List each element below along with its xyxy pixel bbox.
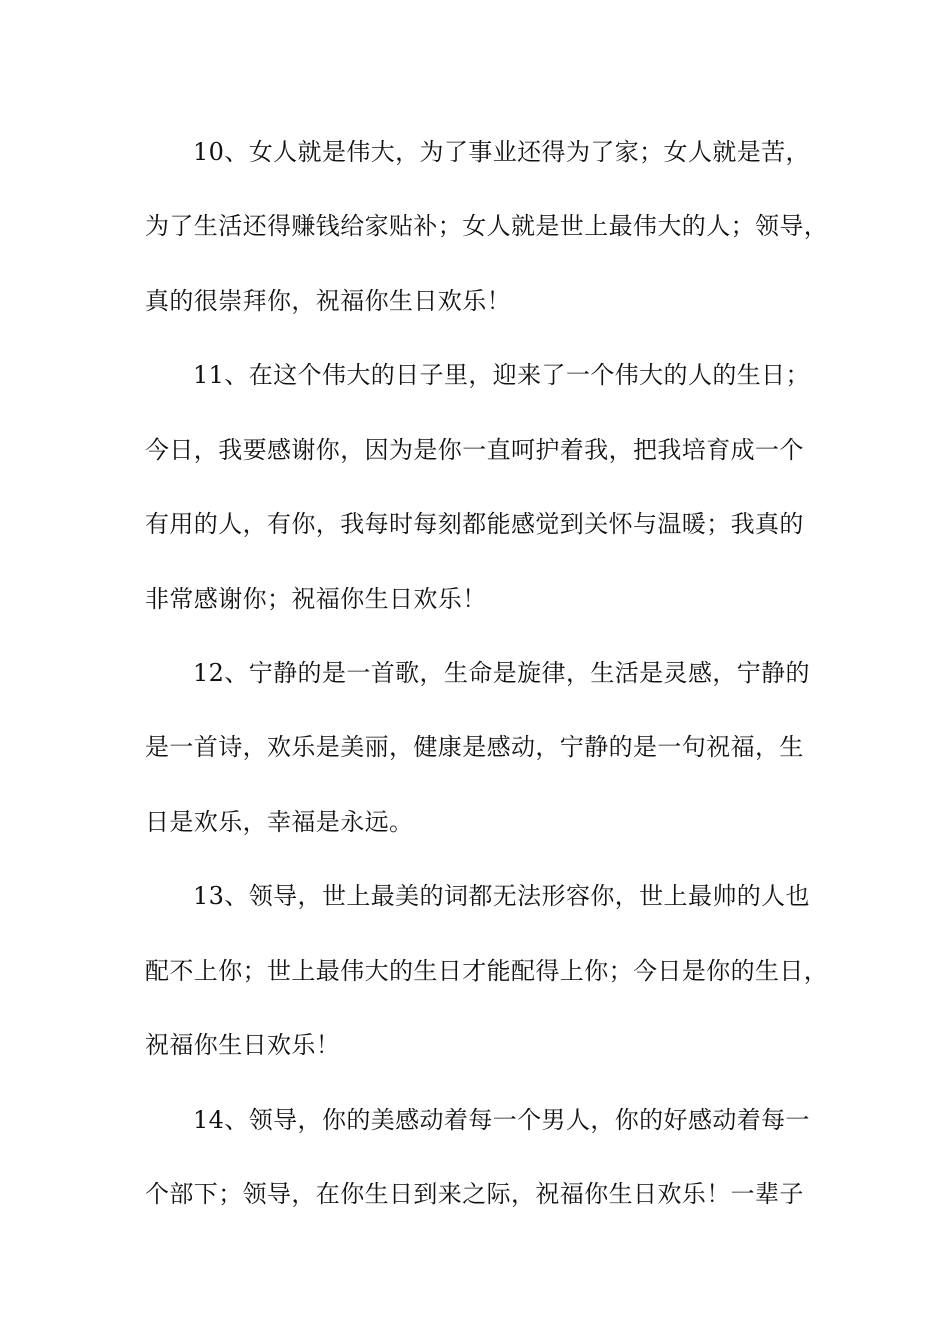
- paragraph-11-line-1: 11、在这个伟大的日子里，迎来了一个伟大的人的生日；: [193, 361, 810, 389]
- paragraph-14-line-1: 14、领导，你的美感动着每一个男人，你的好感动着每一: [193, 1106, 810, 1134]
- paragraph-13-line-1: 13、领导，世上最美的词都无法形容你，世上最帅的人也: [193, 882, 810, 910]
- paragraph-10-line-1: 10、女人就是伟大，为了事业还得为了家；女人就是苦，: [193, 138, 810, 166]
- paragraph-12-line-3: 日是欢乐，幸福是永远。: [145, 808, 414, 836]
- paragraph-13-line-3: 祝福你生日欢乐！: [145, 1031, 341, 1059]
- paragraph-11-line-4: 非常感谢你；祝福你生日欢乐！: [145, 585, 487, 613]
- paragraph-10-line-3: 真的很崇拜你，祝福你生日欢乐！: [145, 287, 511, 315]
- paragraph-13-line-2: 配不上你；世上最伟大的生日才能配得上你；今日是你的生日，: [145, 957, 829, 985]
- paragraph-14-line-2: 个部下；领导，在你生日到来之际，祝福你生日欢乐！一辈子: [145, 1180, 804, 1208]
- paragraph-12-line-2: 是一首诗，欢乐是美丽，健康是感动，宁静的是一句祝福，生: [145, 733, 804, 761]
- paragraph-10-line-2: 为了生活还得赚钱给家贴补；女人就是世上最伟大的人；领导，: [145, 212, 829, 240]
- paragraph-11-line-2: 今日，我要感谢你，因为是你一直呵护着我，把我培育成一个: [145, 436, 804, 464]
- paragraph-12-line-1: 12、宁静的是一首歌，生命是旋律，生活是灵感，宁静的: [193, 659, 810, 687]
- paragraph-11-line-3: 有用的人，有你，我每时每刻都能感觉到关怀与温暖；我真的: [145, 510, 804, 538]
